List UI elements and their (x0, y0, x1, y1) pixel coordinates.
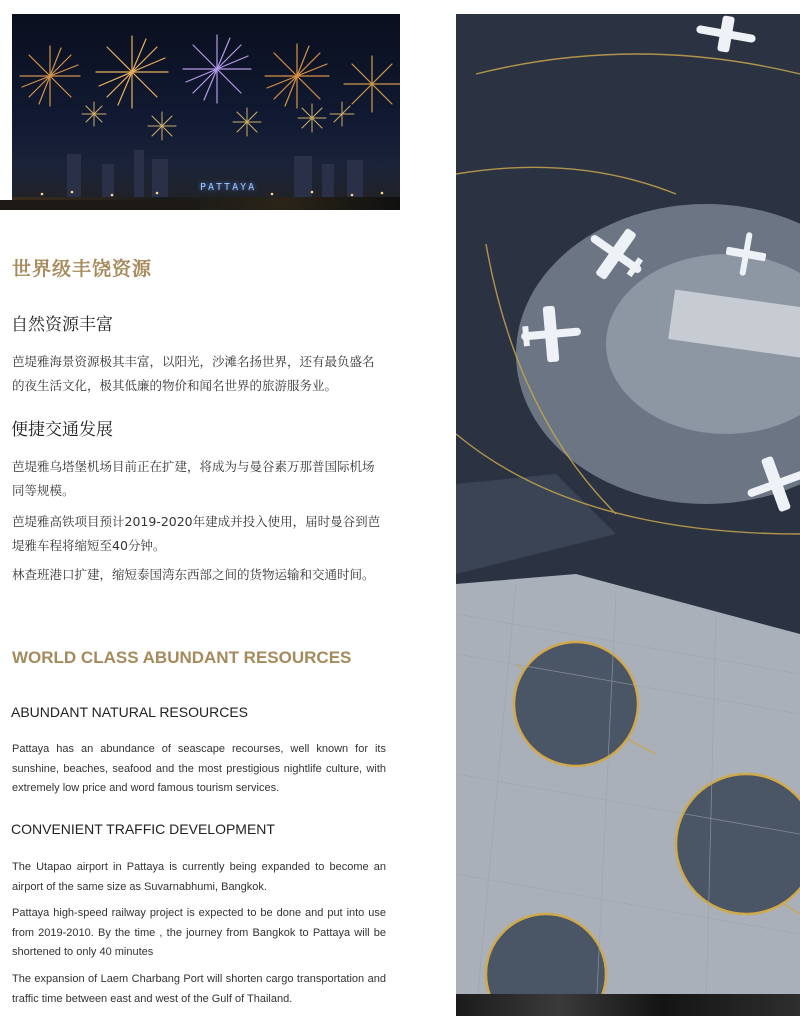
en-paragraph-railway: Pattaya high-speed railway project is expected to be done and put into use from 2019-2010. By the time , the journey from Bangkok to Pattaya will be shortened to only 40 minutes (12, 907, 386, 958)
cn-subheading-natural: 自然资源丰富 (11, 315, 113, 335)
en-subheading-traffic: CONVENIENT TRAFFIC DEVELOPMENT (11, 821, 275, 837)
cn-subheading-traffic: 便捷交通发展 (11, 420, 113, 440)
airport-aerial-photo (456, 14, 800, 1014)
airport-graphic (456, 14, 800, 1014)
en-paragraph-airport: The Utapao airport in Pattaya is currently being expanded to become an airport of the same size as Suvarnabhumi, Bangkok. (12, 861, 386, 893)
fireworks-photo (12, 14, 400, 210)
pattaya-sign: PATTAYA (200, 182, 257, 193)
marble-strip (456, 994, 800, 1016)
firework-burst-small-row (82, 102, 354, 140)
firework-burst-3 (183, 35, 251, 103)
firework-burst-4 (265, 44, 329, 108)
cn-section-heading: 世界级丰饶资源 (12, 258, 153, 280)
fireworks-graphic (12, 14, 400, 210)
firework-burst-2 (96, 36, 168, 108)
en-paragraph-port: The expansion of Laem Charbang Port will shorten cargo transportation and traffic time between east and west of the Gulf of Thailand. (12, 973, 386, 1005)
cn-paragraph-railway: 芭堤雅高铁项目预计2019-2020年建成并投入使用，届时曼谷到芭堤雅车程将缩短至40分钟。 (12, 514, 381, 553)
photo-base-strip (0, 200, 200, 210)
cn-paragraph-natural: 芭堤雅海景资源极其丰富，以阳光，沙滩名扬世界，还有最负盛名的夜生活文化，极其低廉的物价和闻名世界的旅游服务业。 (12, 354, 375, 393)
cn-paragraph-airport: 芭堤雅乌塔堡机场目前正在扩建，将成为与曼谷素万那普国际机场同等规模。 (12, 459, 375, 498)
en-paragraph-natural: Pattaya has an abundance of seascape recourses, well known for its sunshine, beaches, seafood and the most prestigious nightlife culture, with extremely low price and word famous tourism services. (12, 743, 386, 794)
en-subheading-natural: ABUNDANT NATURAL RESOURCES (11, 704, 249, 720)
cn-paragraph-port: 林查班港口扩建，缩短泰国湾东西部之间的货物运输和交通时间。 (12, 567, 375, 582)
en-section-heading: WORLD CLASS ABUNDANT RESOURCES (12, 648, 352, 667)
firework-burst-1 (20, 46, 80, 106)
firework-burst-5 (344, 56, 400, 112)
